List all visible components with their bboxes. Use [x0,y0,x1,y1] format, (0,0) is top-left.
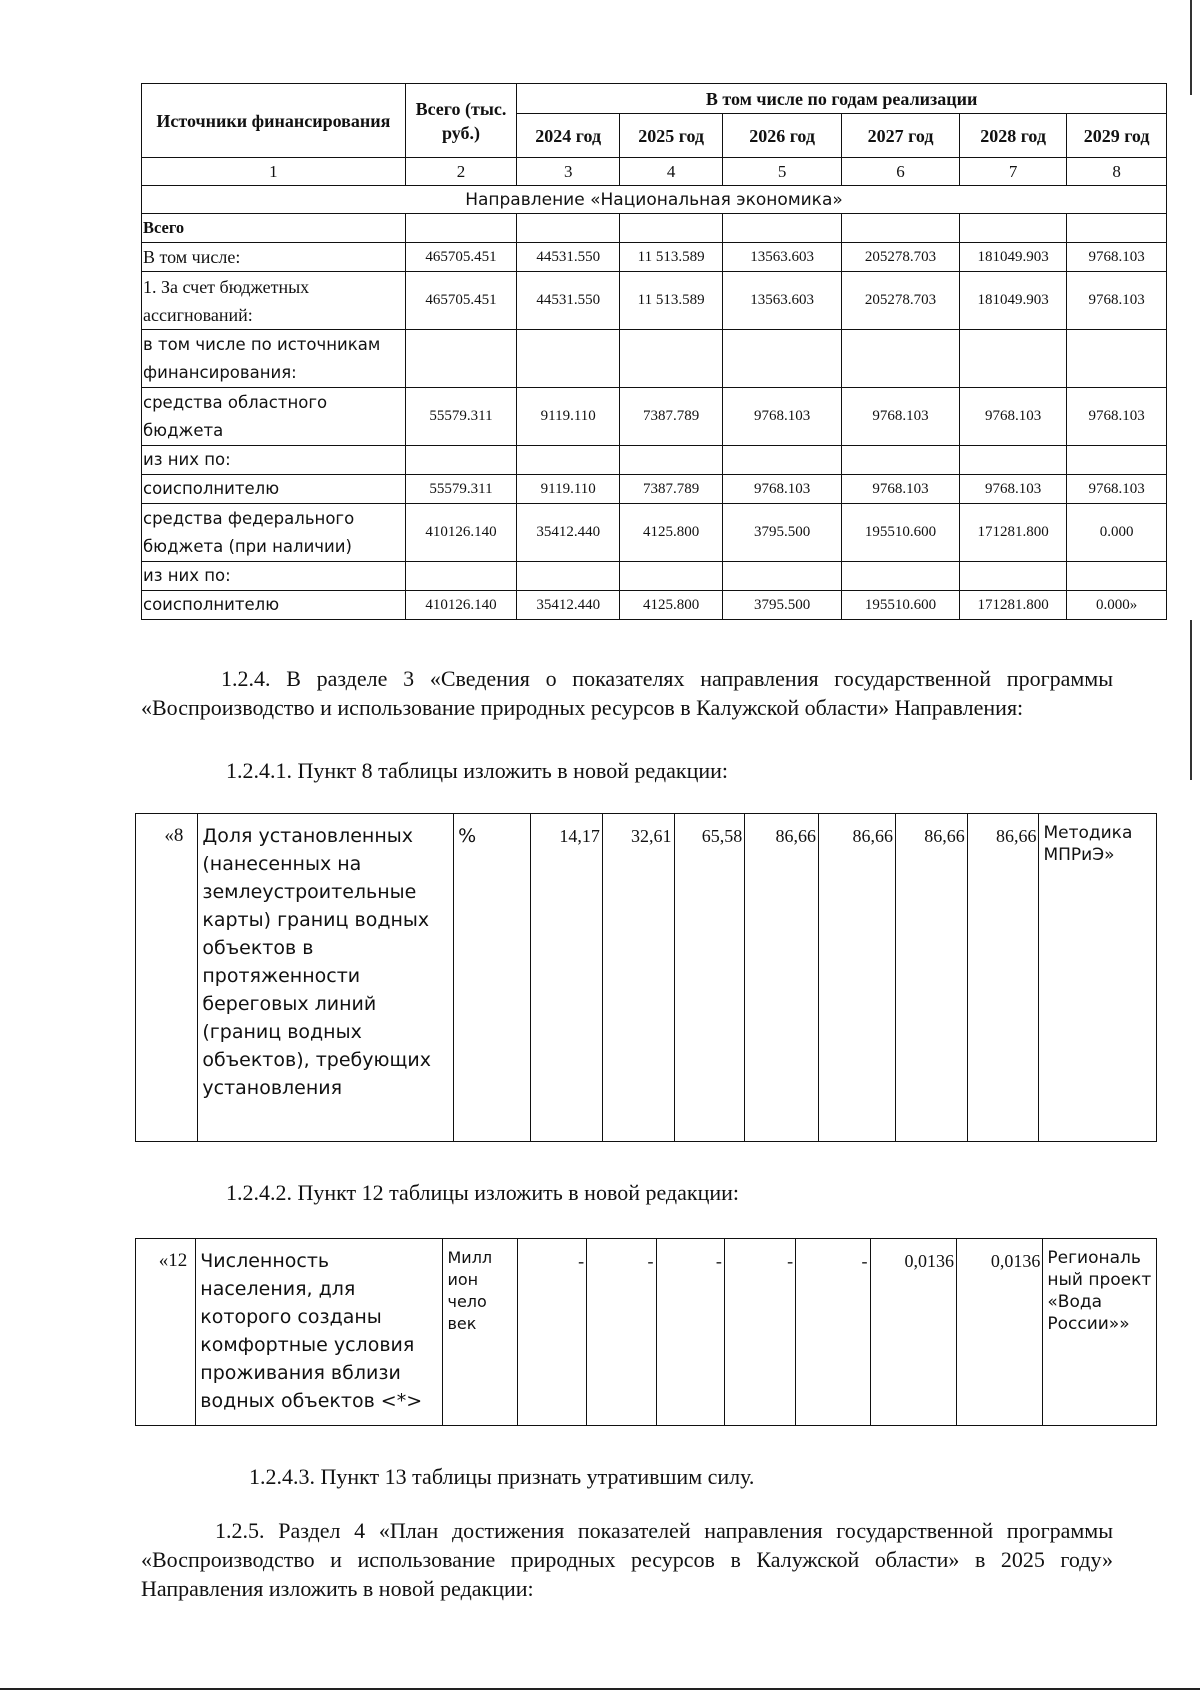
value-cell [960,330,1067,388]
bottom-rule [0,1688,1200,1690]
value-cell: - [796,1239,870,1426]
row-label: соисполнителю [142,475,406,504]
value-cell [620,330,723,388]
header-year: 2025 год [620,114,723,158]
value-cell [842,214,960,243]
value-cell: 9768.103 [842,388,960,446]
column-number: 2 [405,158,517,186]
paragraph-1-2-4-1: 1.2.4.1. Пункт 8 таблицы изложить в новой редакции: [226,758,729,783]
paragraph-1-2-4-2: 1.2.4.2. Пункт 12 таблицы изложить в новой редакции: [226,1180,740,1205]
header-sources: Источники финансирования [142,84,406,158]
table-row [142,591,1167,620]
row-label: соисполнителю [142,591,406,620]
value-cell: 205278.703 [842,272,960,330]
value-cell: 14,17 [531,814,603,1142]
scan-edge-line [1190,0,1192,95]
value-cell [1067,446,1167,475]
value-cell [1067,330,1167,388]
row-label: 1. За счет бюджетных ассигнований: [142,272,406,330]
scan-edge-line [1190,620,1192,780]
column-number: 6 [842,158,960,186]
value-cell [723,562,842,591]
value-cell: 0,0136 [870,1239,956,1426]
column-number: 7 [960,158,1067,186]
table-row [142,214,1167,243]
value-cell [517,562,620,591]
value-cell: 86,66 [967,814,1039,1142]
source-cell: Региональ ный проект «Вода России»» [1043,1239,1157,1426]
value-cell [842,446,960,475]
indicator-name: Численность населения, для которого созданы комфортные условия проживания вблизи водных объектов <*> [196,1239,443,1426]
value-cell: 465705.451 [405,243,517,272]
value-cell [960,214,1067,243]
column-number: 1 [142,158,406,186]
header-year: 2024 год [517,114,620,158]
value-cell: 11 513.589 [620,272,723,330]
value-cell: - [724,1239,795,1426]
financing-table [141,83,1167,620]
value-cell: 13563.603 [723,272,842,330]
indicator-table-item-8 [135,813,1157,1142]
value-cell [842,330,960,388]
value-cell: 4125.800 [620,591,723,620]
value-cell: - [517,1239,586,1426]
table-row [142,475,1167,504]
value-cell [842,562,960,591]
value-cell: 35412.440 [517,591,620,620]
value-cell [405,446,517,475]
value-cell: 32,61 [602,814,674,1142]
value-cell: 410126.140 [405,504,517,562]
row-label: в том числе по источникам финансирования: [142,330,406,388]
value-cell: 465705.451 [405,272,517,330]
value-cell [620,214,723,243]
value-cell: 9768.103 [960,475,1067,504]
source-cell: Методика МПРиЭ» [1039,814,1157,1142]
value-cell: 0.000 [1067,504,1167,562]
row-label: из них по: [142,446,406,475]
unit: % [454,814,531,1142]
value-cell: 4125.800 [620,504,723,562]
value-cell [960,446,1067,475]
row-label: В том числе: [142,243,406,272]
value-cell: 0,0136 [956,1239,1042,1426]
header-total: Всего (тыс. руб.) [405,84,517,158]
value-cell [723,330,842,388]
value-cell: 65,58 [674,814,745,1142]
value-cell: 0.000» [1067,591,1167,620]
table-row [142,562,1167,591]
value-cell: 9768.103 [1067,388,1167,446]
value-cell [960,562,1067,591]
paragraph-1-2-4: 1.2.4. В разделе 3 «Сведения о показателях направления государственной программы «Воспроизводство и использование природных ресурсов в Калужской области» Направления: [141,666,1113,720]
value-cell [405,214,517,243]
table-row [142,330,1167,388]
value-cell [517,214,620,243]
value-cell [405,562,517,591]
value-cell: 44531.550 [517,243,620,272]
value-cell [620,446,723,475]
value-cell [620,562,723,591]
column-number: 8 [1067,158,1167,186]
value-cell [517,330,620,388]
value-cell: 44531.550 [517,272,620,330]
value-cell: 86,66 [819,814,896,1142]
table-row [142,504,1167,562]
value-cell: 7387.789 [620,475,723,504]
indicator-name: Доля установленных (нанесенных на землеустроительные карты) границ водных объектов в протяженности береговых линий (границ водных объектов), требующих установления [198,814,454,1142]
value-cell: 86,66 [745,814,819,1142]
value-cell: 9768.103 [842,475,960,504]
value-cell: 9768.103 [1067,243,1167,272]
item-number: «12 [136,1239,196,1426]
row-label: средства областного бюджета [142,388,406,446]
table-row [142,388,1167,446]
value-cell [1067,214,1167,243]
row-label: из них по: [142,562,406,591]
value-cell: 410126.140 [405,591,517,620]
value-cell: 3795.500 [723,504,842,562]
value-cell: 9768.103 [960,388,1067,446]
value-cell: 3795.500 [723,591,842,620]
value-cell: 171281.800 [960,504,1067,562]
value-cell: 55579.311 [405,475,517,504]
header-by-years: В том числе по годам реализации [517,84,1167,114]
value-cell: 181049.903 [960,243,1067,272]
header-year: 2027 год [842,114,960,158]
value-cell: 181049.903 [960,272,1067,330]
table-row [142,243,1167,272]
value-cell: - [587,1239,656,1426]
value-cell: - [656,1239,724,1426]
indicator-table-item-12 [135,1238,1157,1426]
unit: Милл ион чело век [443,1239,517,1426]
value-cell [1067,562,1167,591]
value-cell: 195510.600 [842,591,960,620]
value-cell [723,214,842,243]
header-year: 2028 год [960,114,1067,158]
value-cell: 205278.703 [842,243,960,272]
table-row [142,446,1167,475]
value-cell: 9768.103 [1067,272,1167,330]
row-label: Всего [142,214,406,243]
row-label: средства федерального бюджета (при наличии) [142,504,406,562]
column-number: 5 [723,158,842,186]
value-cell [517,446,620,475]
header-year: 2026 год [723,114,842,158]
value-cell: 13563.603 [723,243,842,272]
item-number: «8 [136,814,198,1142]
value-cell: 9119.110 [517,475,620,504]
value-cell: 11 513.589 [620,243,723,272]
table-row [142,272,1167,330]
column-numbers-row [142,158,1167,186]
value-cell: 9768.103 [723,388,842,446]
value-cell [405,330,517,388]
value-cell [723,446,842,475]
value-cell: 9768.103 [1067,475,1167,504]
value-cell: 35412.440 [517,504,620,562]
paragraph-1-2-5: 1.2.5. Раздел 4 «План достижения показателей направления государственной программы «Воспроизводство и использование природных ресурсов в Калужской области» в 2025 году» Направления изложить в новой редакции: [141,1518,1113,1601]
value-cell: 7387.789 [620,388,723,446]
direction-title: Направление «Национальная экономика» [142,186,1167,214]
paragraph-1-2-4-3: 1.2.4.3. Пункт 13 таблицы признать утратившим силу. [249,1464,755,1489]
value-cell: 86,66 [895,814,967,1142]
value-cell: 195510.600 [842,504,960,562]
column-number: 4 [620,158,723,186]
value-cell: 55579.311 [405,388,517,446]
column-number: 3 [517,158,620,186]
value-cell: 171281.800 [960,591,1067,620]
header-year: 2029 год [1067,114,1167,158]
value-cell: 9119.110 [517,388,620,446]
value-cell: 9768.103 [723,475,842,504]
